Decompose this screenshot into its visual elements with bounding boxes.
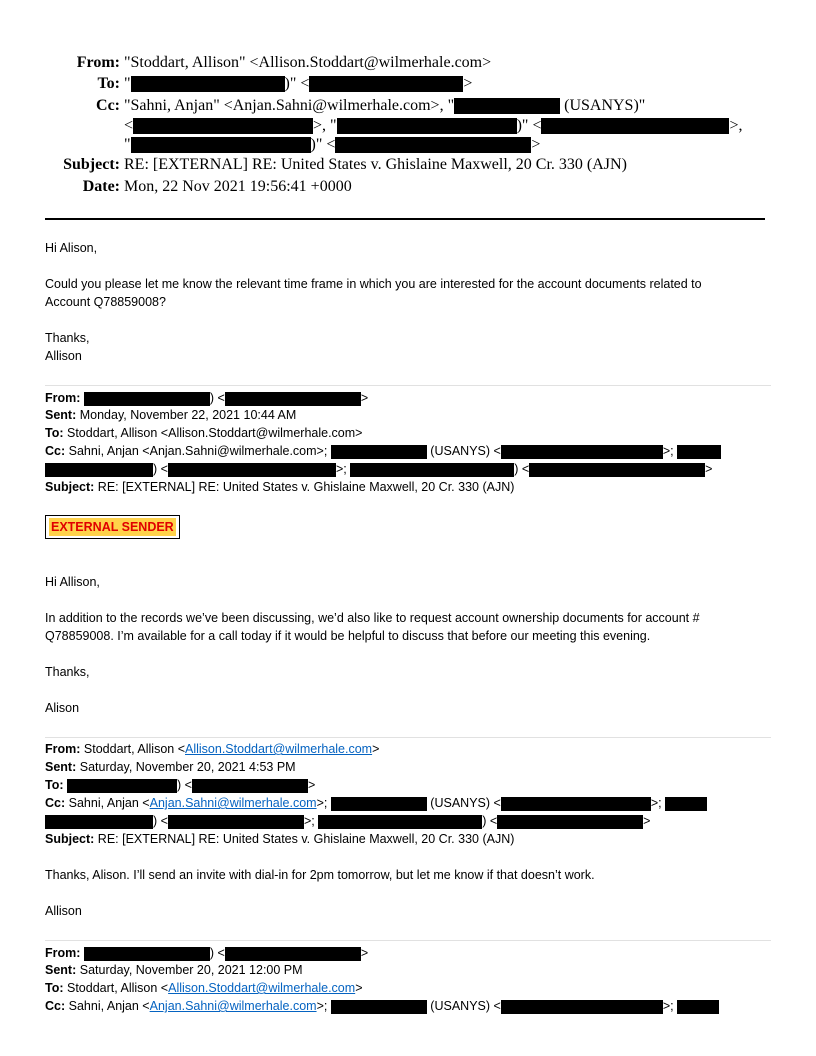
external-sender-banner <box>45 515 180 539</box>
quote3-from-label: From: <box>45 946 81 960</box>
quote2-from-label: From: <box>45 742 81 756</box>
msg2-signature: Alison <box>45 701 80 715</box>
quote2-subject-label: Subject: <box>45 832 95 846</box>
quote2-sent-value: Saturday, November 20, 2021 4:53 PM <box>79 760 296 774</box>
date-value: Mon, 22 Nov 2021 19:56:41 +0000 <box>124 178 352 195</box>
quote1-cc: Cc: Sahni, Anjan <Anjan.Sahni@wilmerhale.com>; (USANYS) < >; <box>45 442 721 460</box>
from-value: "Stoddart, Allison" <Allison.Stoddart@wilmerhale.com> <box>124 54 492 71</box>
quote1-subject <box>45 478 514 496</box>
to-value: " )" < > <box>124 75 473 92</box>
redaction <box>45 815 153 829</box>
header-divider <box>45 218 765 220</box>
quote1-cc-cont: ) < >; ) < > <box>45 460 712 478</box>
date-label: Date: <box>82 178 120 195</box>
redaction <box>497 815 643 829</box>
redaction <box>677 1000 719 1014</box>
quote2-subject <box>45 830 514 848</box>
msg1-thanks: Thanks, <box>45 331 90 345</box>
subject-value: RE: [EXTERNAL] RE: United States v. Ghislaine Maxwell, 20 Cr. 330 (AJN) <box>124 156 627 173</box>
msg2-line1: In addition to the records we’ve been discussing, we’d also like to request account ownership documents for account # <box>45 611 700 625</box>
cc-value <box>124 96 645 116</box>
quote3-usanys: (USANYS) < <box>430 999 501 1013</box>
quote1-from: From: ) < > <box>45 391 369 405</box>
quote1-subject-label: Subject: <box>45 480 95 494</box>
subject-label: Subject: <box>63 156 120 173</box>
quote2-cc: Cc: Sahni, Anjan <Anjan.Sahni@wilmerhale.com>; (USANYS) < >; <box>45 794 707 812</box>
redaction <box>318 815 482 829</box>
msg1-line1: Could you please let me know the relevant time frame in which you are interested for the account documents related to <box>45 277 702 291</box>
quote2-cc-cont: ) < >; ) < > <box>45 812 650 830</box>
quote2-usanys: (USANYS) < <box>430 796 501 810</box>
redaction <box>350 463 514 477</box>
quote1-sent <box>45 406 296 424</box>
quote2-to-label: To: <box>45 778 64 792</box>
quote1-from-label: From: <box>45 391 81 405</box>
msg2-line2: Q78859008. I’m available for a call today if it would be helpful to discuss that before our meeting this evening. <box>45 629 651 643</box>
quote3-sent-value: Saturday, November 20, 2021 12:00 PM <box>79 963 303 977</box>
msg3-line1: Thanks, Alison. I’ll send an invite with dial-in for 2pm tomorrow, but let me know if that doesn’t work. <box>45 868 595 882</box>
redaction <box>501 445 663 459</box>
redaction <box>84 947 210 961</box>
quote2-subject-value: RE: [EXTERNAL] RE: United States v. Ghislaine Maxwell, 20 Cr. 330 (AJN) <box>97 832 515 846</box>
cc-first: "Sahni, Anjan" <Anjan.Sahni@wilmerhale.com>, " <box>124 97 455 114</box>
header-cc-row-2: < >, " )" < >, <box>124 117 743 134</box>
redaction <box>501 797 651 811</box>
quote2-to: To: ) < > <box>45 778 316 792</box>
redaction <box>309 76 463 92</box>
quote3-divider <box>45 940 771 941</box>
quote3-cc: Cc: Sahni, Anjan <Anjan.Sahni@wilmerhale.com>; (USANYS) < >; <box>45 997 719 1015</box>
quote1-divider <box>45 385 771 386</box>
redaction <box>131 137 311 153</box>
redaction <box>501 1000 663 1014</box>
redaction <box>331 445 427 459</box>
msg1-line2: Account Q78859008? <box>45 295 166 309</box>
quote1-cc-value: Sahni, Anjan <Anjan.Sahni@wilmerhale.com>; <box>68 444 328 458</box>
quote1-to-label: To: <box>45 426 64 440</box>
quote3-to-email-link[interactable]: Allison.Stoddart@wilmerhale.com <box>168 981 356 995</box>
redaction <box>677 445 721 459</box>
quote3-to-name: Stoddart, Allison < <box>67 981 169 995</box>
quote3-to: To: Stoddart, Allison <Allison.Stoddart@wilmerhale.com> <box>45 981 363 995</box>
redaction <box>168 463 336 477</box>
quote2-from-name: Stoddart, Allison < <box>83 742 186 756</box>
quote1-subject-value: RE: [EXTERNAL] RE: United States v. Ghislaine Maxwell, 20 Cr. 330 (AJN) <box>97 480 515 494</box>
redaction <box>67 779 177 793</box>
quote2-sent <box>45 758 296 776</box>
quote1-sent-value: Monday, November 22, 2021 10:44 AM <box>79 408 297 422</box>
cc-usanys: (USANYS)" <box>564 97 646 114</box>
redaction <box>45 463 153 477</box>
redaction <box>133 118 313 134</box>
redaction <box>454 98 560 114</box>
msg2-thanks: Thanks, <box>45 665 90 679</box>
quote1-cc-label: Cc: <box>45 444 66 458</box>
quote3-cc-label: Cc: <box>45 999 66 1013</box>
quote3-cc-email-link[interactable]: Anjan.Sahni@wilmerhale.com <box>149 999 317 1013</box>
quote2-sent-label: Sent: <box>45 760 77 774</box>
external-sender-label: EXTERNAL SENDER <box>51 520 174 534</box>
msg1-greeting: Hi Alison, <box>45 241 98 255</box>
quote2-cc-label: Cc: <box>45 796 66 810</box>
redaction <box>331 1000 427 1014</box>
quote1-sent-label: Sent: <box>45 408 77 422</box>
quote2-from-email-link[interactable]: Allison.Stoddart@wilmerhale.com <box>185 742 373 756</box>
quote3-to-label: To: <box>45 981 64 995</box>
header-cc-row-3: " )" < > <box>124 136 541 153</box>
quote3-sent-label: Sent: <box>45 963 77 977</box>
quote1-usanys: (USANYS) < <box>430 444 501 458</box>
redaction <box>337 118 517 134</box>
redaction <box>131 76 285 92</box>
redaction <box>331 797 427 811</box>
quote3-from: From: ) < > <box>45 946 369 960</box>
quote1-to-value: Stoddart, Allison <Allison.Stoddart@wilmerhale.com> <box>67 426 363 440</box>
redaction <box>168 815 304 829</box>
quote2-divider <box>45 737 771 738</box>
msg1-signature: Allison <box>45 349 82 363</box>
redaction <box>225 392 361 406</box>
quote3-sent <box>45 961 303 979</box>
redaction <box>192 779 308 793</box>
redaction <box>84 392 210 406</box>
redaction <box>225 947 361 961</box>
quote3-cc-name: Sahni, Anjan < <box>68 999 150 1013</box>
from-label: From: <box>76 54 120 71</box>
quote2-cc-name: Sahni, Anjan < <box>68 796 150 810</box>
redaction <box>541 118 729 134</box>
redaction <box>529 463 705 477</box>
to-label: To: <box>97 75 120 92</box>
cc-label: Cc: <box>96 97 120 114</box>
redaction <box>335 137 531 153</box>
redaction <box>665 797 707 811</box>
msg3-signature: Allison <box>45 904 82 918</box>
quote1-to <box>45 424 362 442</box>
msg2-greeting: Hi Allison, <box>45 575 100 589</box>
quote2-cc-email-link[interactable]: Anjan.Sahni@wilmerhale.com <box>149 796 317 810</box>
quote2-from: From: Stoddart, Allison <Allison.Stoddart@wilmerhale.com> <box>45 742 380 756</box>
